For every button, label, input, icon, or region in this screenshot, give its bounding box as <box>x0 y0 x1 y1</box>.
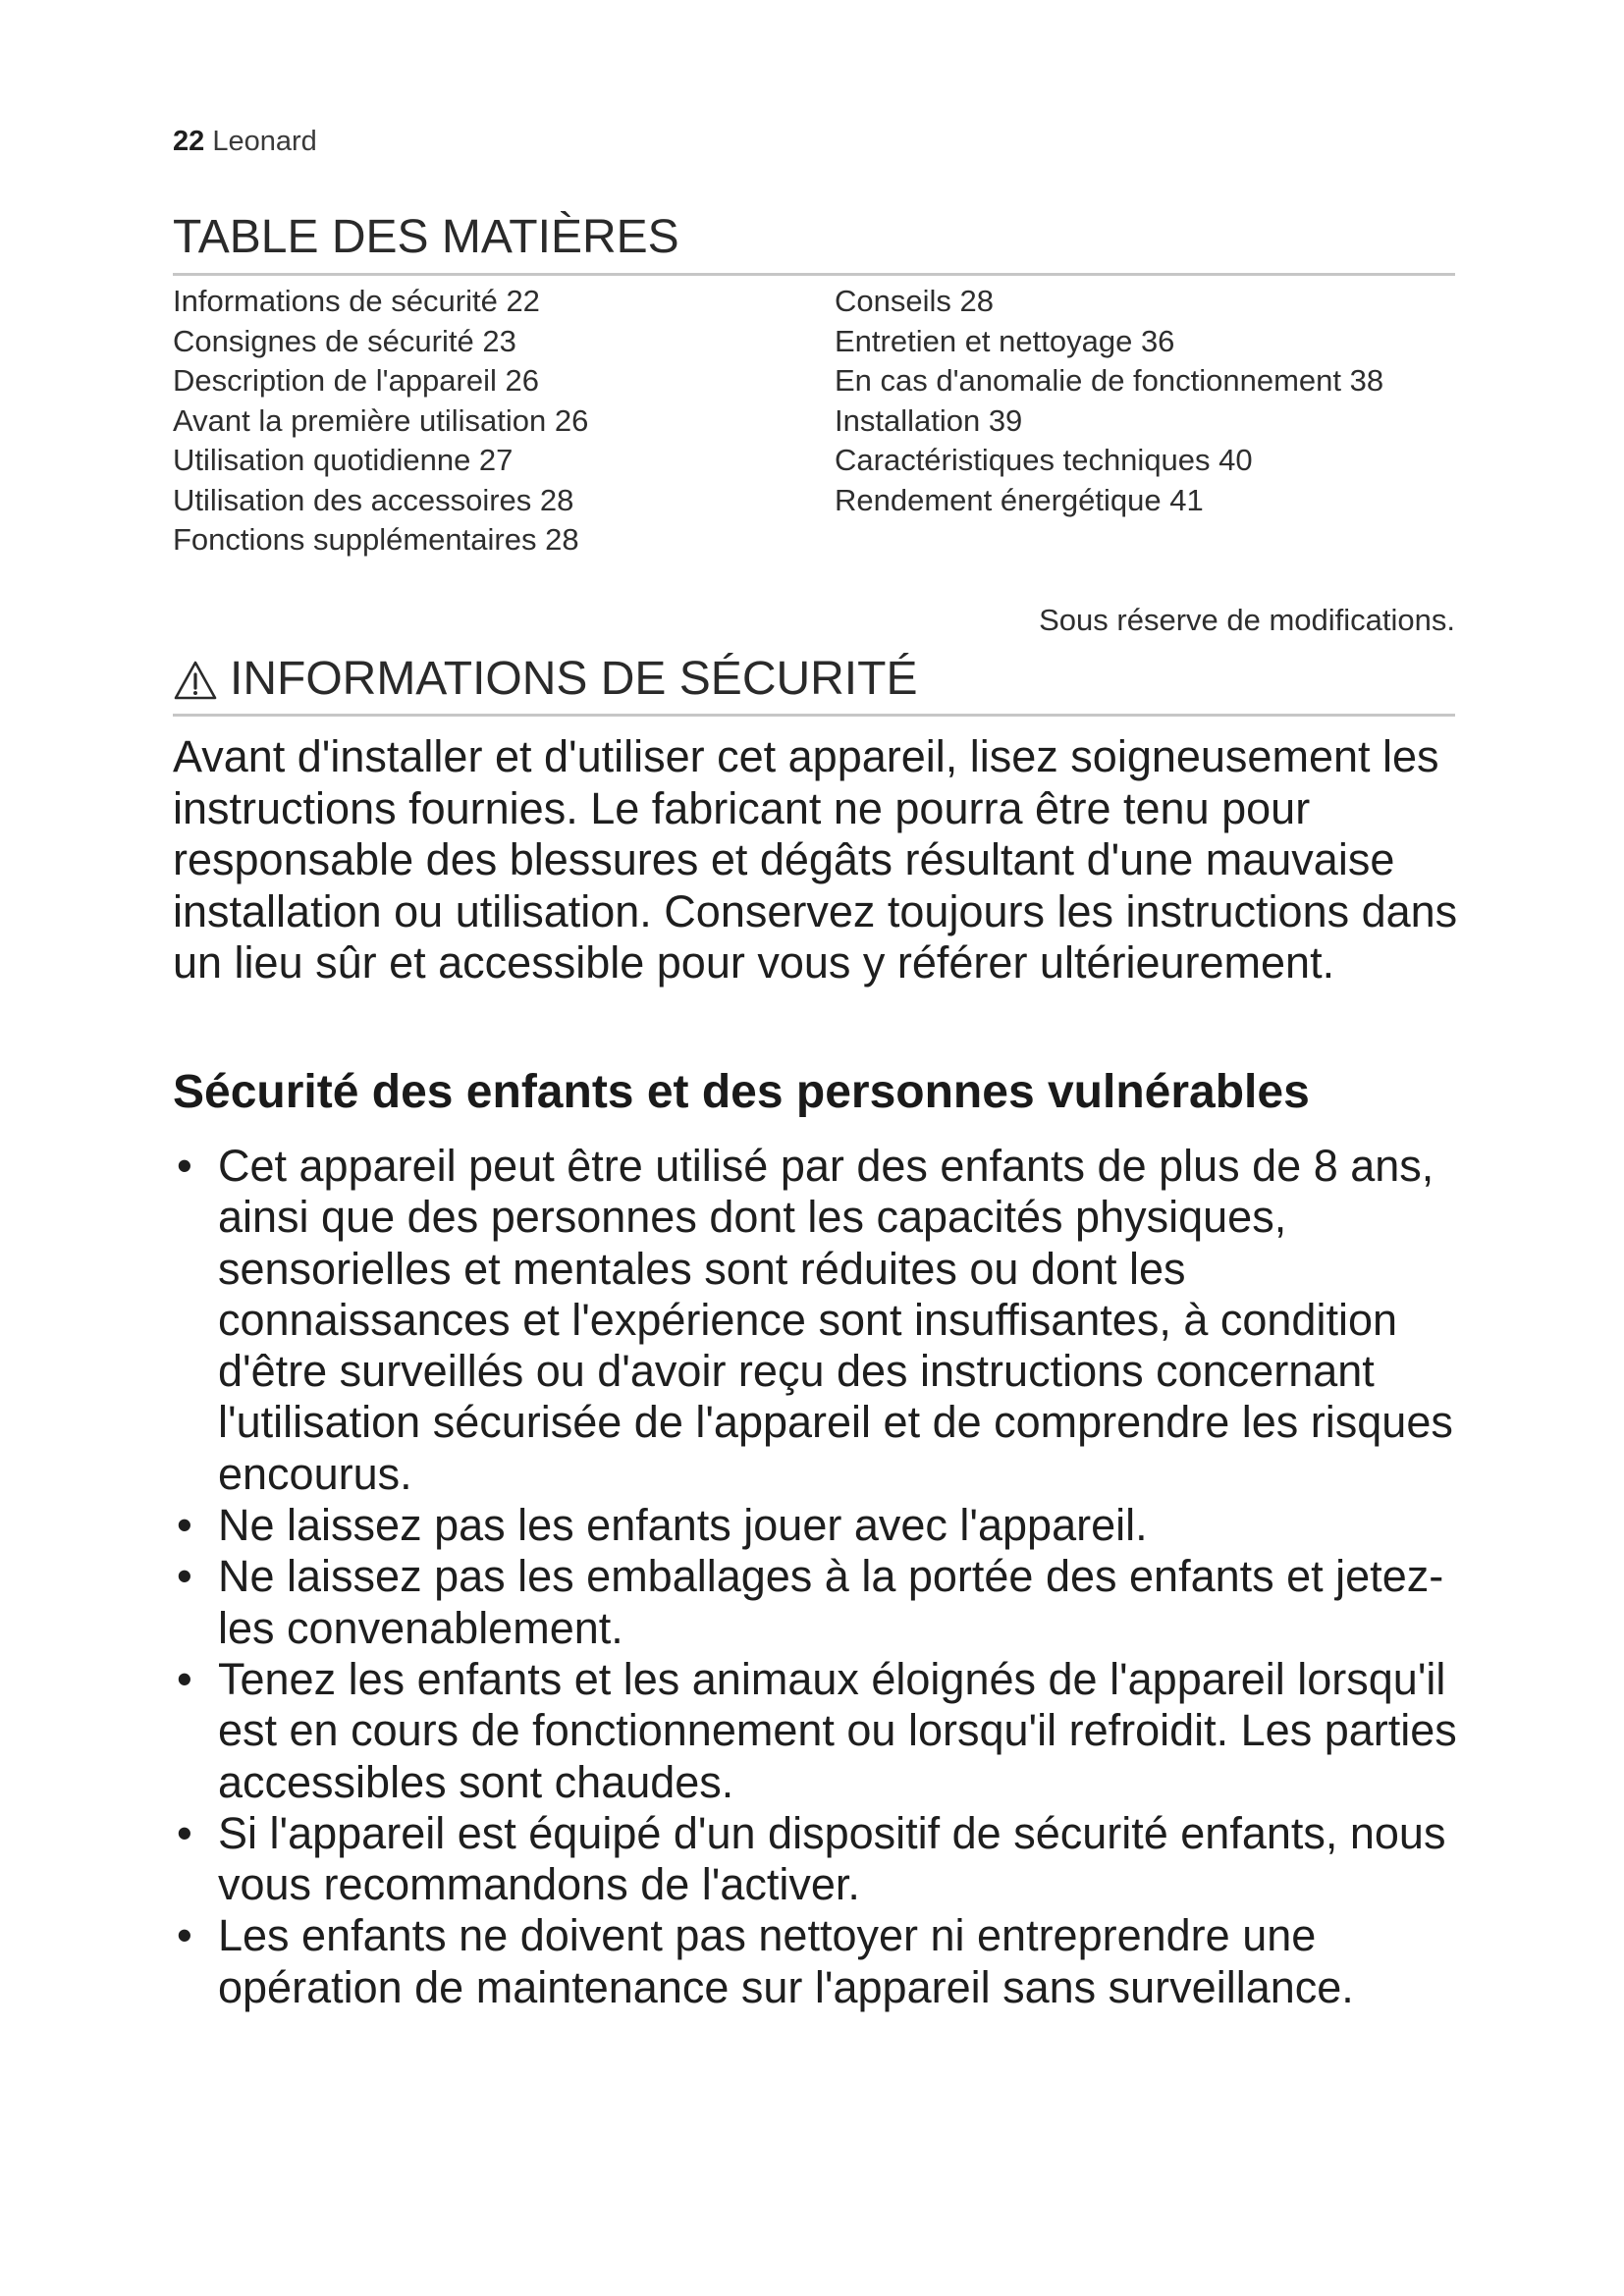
safety-section-title <box>173 652 917 706</box>
page-header <box>173 126 317 158</box>
toc-item: Conseils 28 <box>835 284 994 318</box>
bullet-icon: • <box>177 1551 192 1602</box>
bullet-icon: • <box>177 1910 192 1961</box>
bullet-icon: • <box>177 1500 192 1551</box>
toc-item: Installation 39 <box>835 402 1023 438</box>
toc-item: Description de l'appareil 26 <box>173 363 539 398</box>
list-item <box>173 1551 1469 1654</box>
list-item-text: Cet appareil peut être utilisé par des enfants de plus de 8 ans, ainsi que des personnes dont les capacités physiques, sensorielles et mentales sont réduites ou dont les connaissances et l'expérience sont insuffisantes, à condition d'être surveillés ou d'avoir reçu des instructions concernant l'utilisation sécurisée de l'appareil et de comprendre les risques encourus. <box>218 1141 1453 1499</box>
toc-item: Rendement énergétique 41 <box>835 482 1204 517</box>
bullet-icon: • <box>177 1653 192 1704</box>
list-item <box>173 1910 1469 2013</box>
safety-divider <box>173 714 1455 717</box>
list-item-text: Ne laissez pas les enfants jouer avec l'appareil. <box>218 1500 1148 1551</box>
brand-name: Leonard <box>212 126 317 157</box>
toc-item: Informations de sécurité 22 <box>173 284 540 318</box>
safety-intro-paragraph: Avant d'installer et d'utiliser cet appareil, lisez soigneusement les instructions fournies. Le fabricant ne pourra être tenu pour responsable des blessures et dégâts résultant d'une mauvaise installation ou utilisation. Conservez toujours les instructions dans un lieu sûr et accessible pour vous y référer ultérieurement. <box>173 731 1458 988</box>
list-item <box>173 1500 1469 1551</box>
toc-item: Utilisation quotidienne 27 <box>173 443 514 477</box>
toc-item: Utilisation des accessoires 28 <box>173 482 574 517</box>
list-item-text: Les enfants ne doivent pas nettoyer ni entreprendre une opération de maintenance sur l'appareil sans surveillance. <box>218 1910 1354 2012</box>
list-item <box>173 1654 1469 1808</box>
list-item <box>173 1808 1469 1911</box>
children-safety-heading: Sécurité des enfants et des personnes vulnérables <box>173 1066 1310 1118</box>
reserve-note: Sous réserve de modifications. <box>1039 603 1455 637</box>
toc-divider <box>173 273 1455 276</box>
toc-left-column <box>173 282 588 561</box>
warning-triangle-icon <box>173 659 218 700</box>
list-item-text: Tenez les enfants et les animaux éloignés de l'appareil lorsqu'il est en cours de fonctionnement ou lorsqu'il refroidit. Les parties accessibles sont chaudes. <box>218 1653 1457 1807</box>
toc-item: Caractéristiques techniques 40 <box>835 443 1253 477</box>
list-item <box>173 1141 1469 1500</box>
toc-title: TABLE DES MATIÈRES <box>173 211 679 263</box>
bullet-icon: • <box>177 1141 192 1191</box>
list-item-text: Si l'appareil est équipé d'un dispositif de sécurité enfants, nous vous recommandons de l'activer. <box>218 1807 1446 1910</box>
bullet-icon: • <box>177 1807 192 1858</box>
toc-item: En cas d'anomalie de fonctionnement 38 <box>835 363 1384 398</box>
toc-item: Avant la première utilisation 26 <box>173 402 589 438</box>
page-number: 22 <box>173 126 205 157</box>
toc-right-column <box>835 282 1383 520</box>
list-item-text: Ne laissez pas les emballages à la portée des enfants et jetez-les convenablement. <box>218 1551 1444 1653</box>
children-safety-list <box>173 1141 1469 2013</box>
toc-item: Entretien et nettoyage 36 <box>835 323 1175 358</box>
toc-item: Consignes de sécurité 23 <box>173 323 516 358</box>
safety-title-text: INFORMATIONS DE SÉCURITÉ <box>230 653 918 705</box>
toc-item: Fonctions supplémentaires 28 <box>173 522 579 557</box>
